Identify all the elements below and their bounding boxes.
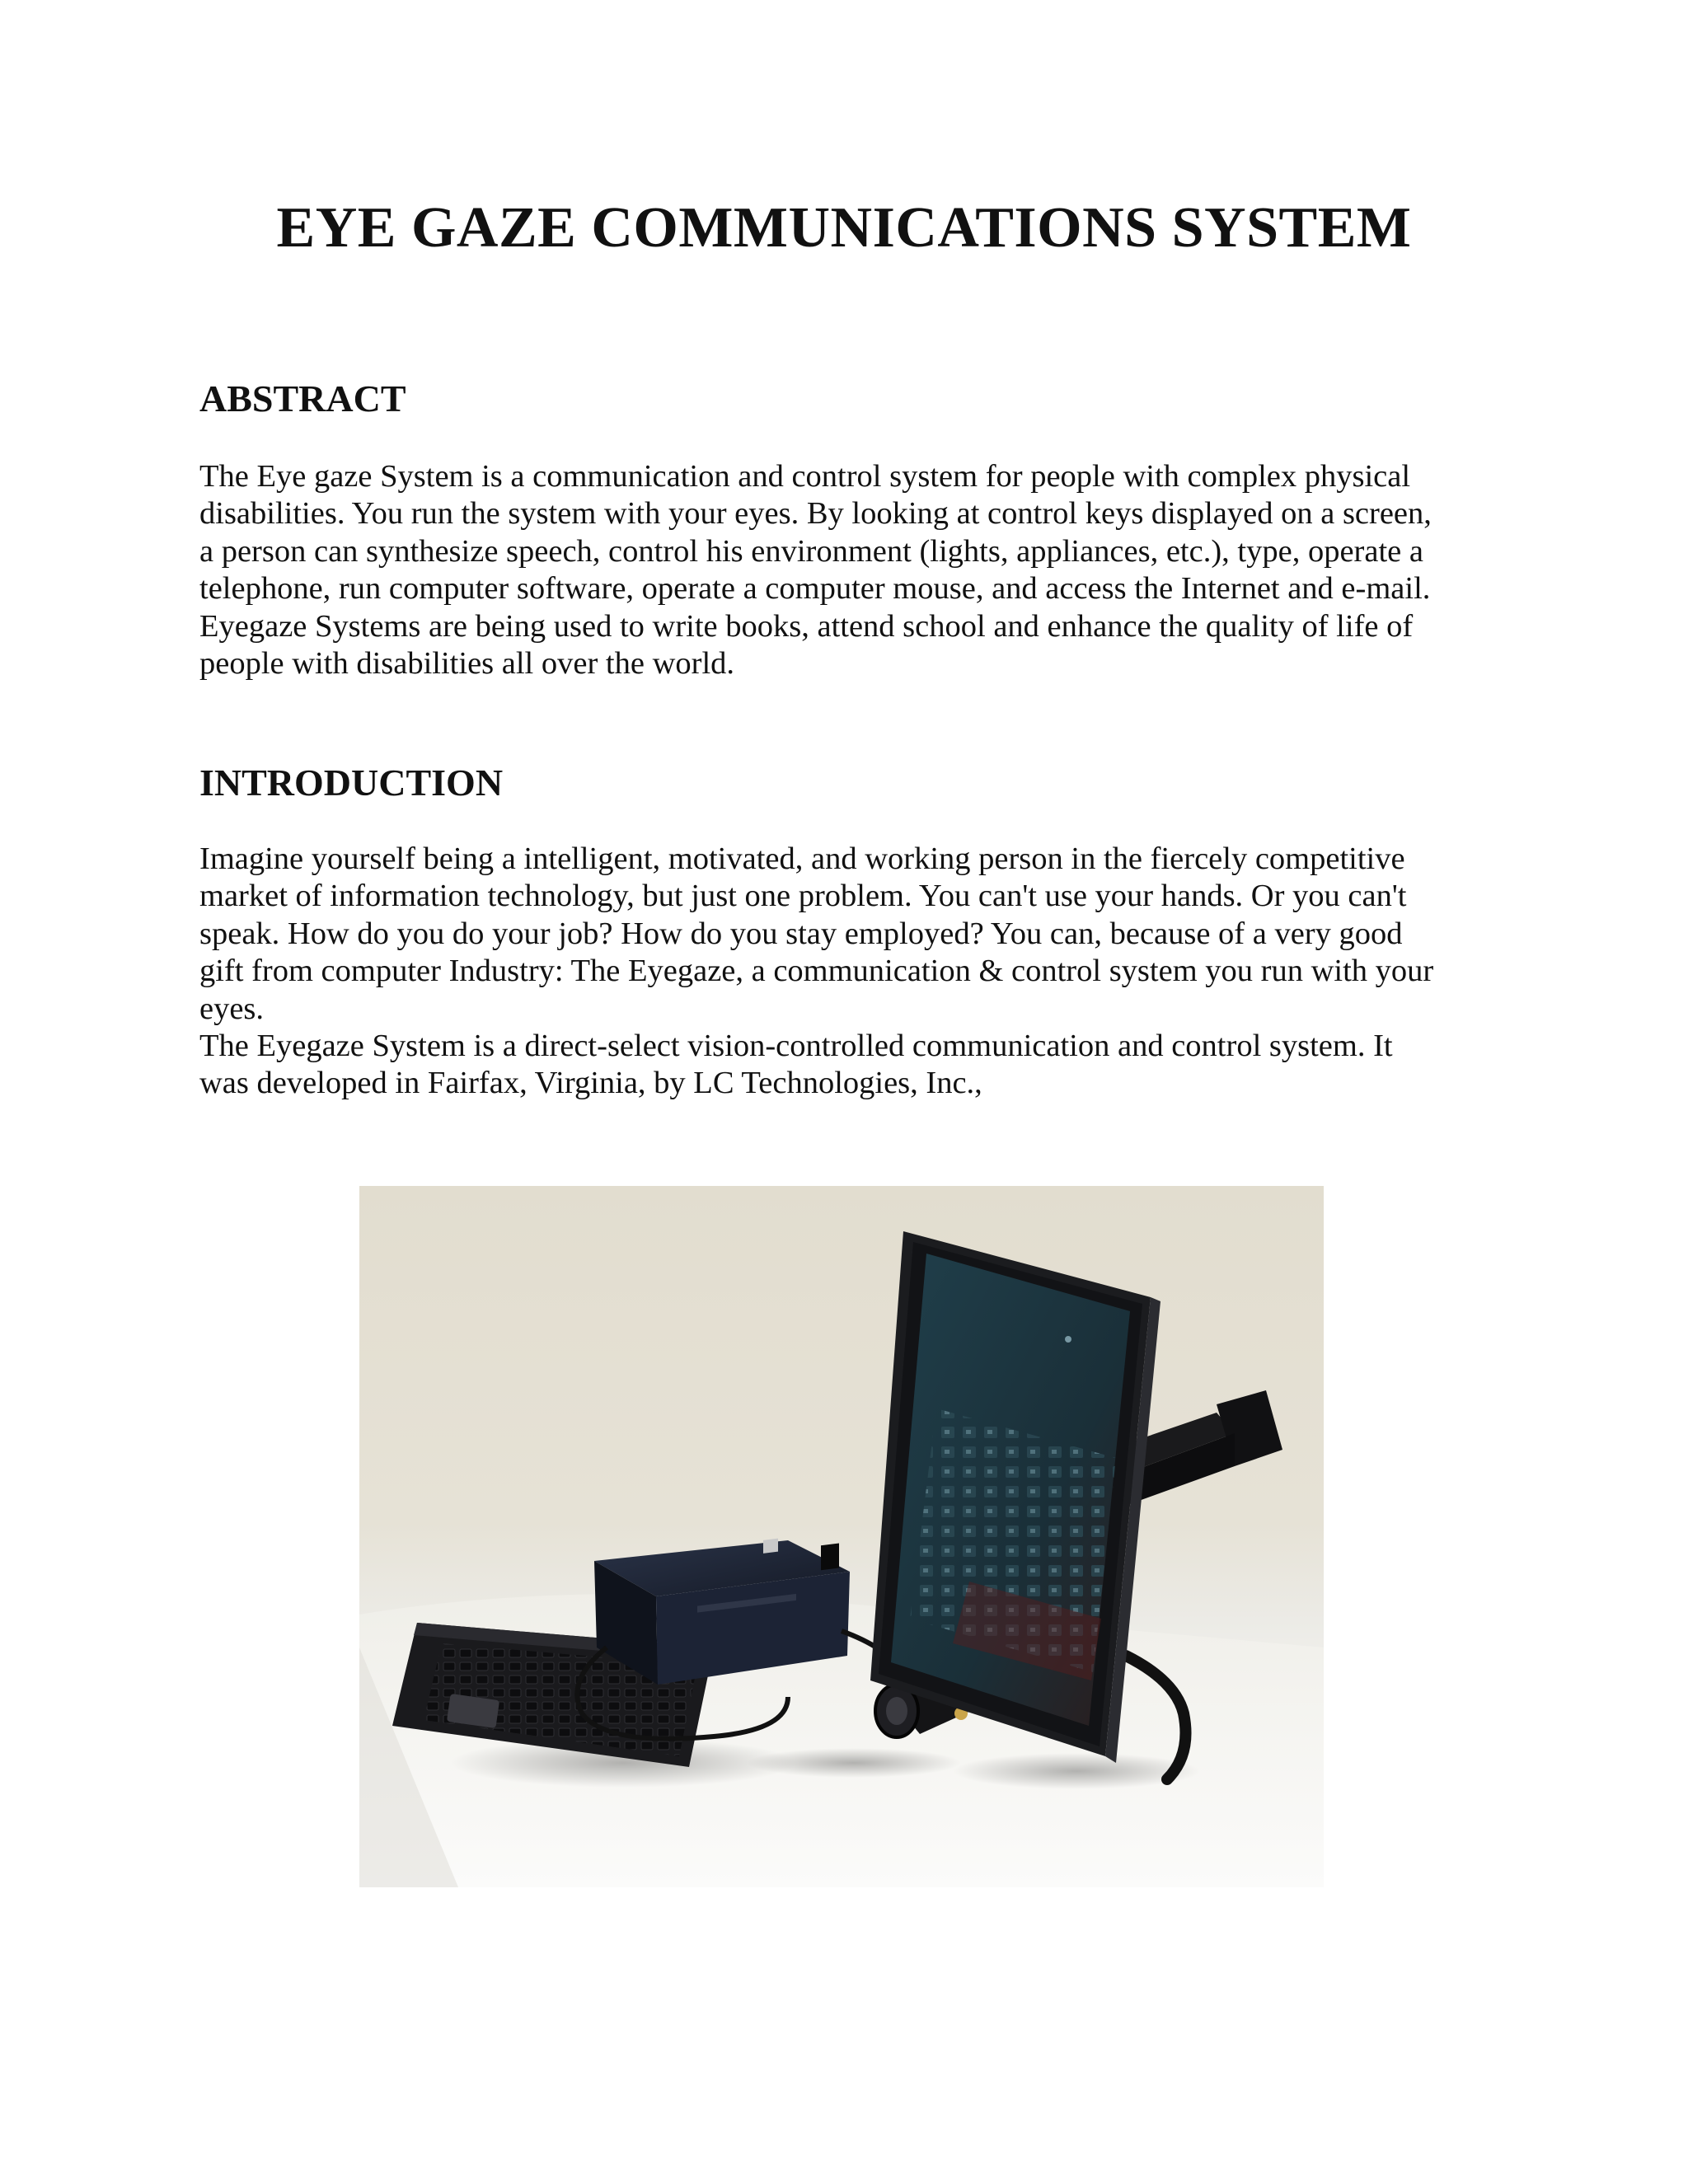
abstract-paragraph: The Eye gaze System is a communication and control system for people with complex physical disabilities. You run the system with your eyes. By looking at control keys displayed on a screen, a person can synthesize speech, control his environment (lights, appliances, etc.), type, operate a telephone, run computer software, operate a computer mouse, and access the Internet and e-mail. Eyegaze Systems are being used to write books, attend school and enhance the quality of life of people with disabilities all over the world. <box>199 459 1432 682</box>
document-title: EYE GAZE COMMUNICATIONS SYSTEM <box>276 196 1412 260</box>
abstract-heading: ABSTRACT <box>199 377 406 419</box>
eyegaze-system-photo <box>359 1186 1324 1887</box>
monitor-icon <box>870 1231 1160 1763</box>
introduction-heading: INTRODUCTION <box>199 762 504 804</box>
eyegaze-hardware-illustration <box>359 1186 1324 1887</box>
introduction-paragraph: Imagine yourself being a intelligent, motivated, and working person in the fiercely competitive market of information technology, but just one problem. You can't use your hands. Or you can't speak. How do you do your job? How do you stay employed? You can, because of a very good gift from computer Industry: The Eyegaze, a communication & control system you run with your eyes. The Eyegaze System is a direct-select vision-controlled communication and control system. It was developed in Fairfax, Virginia, by LC Technologies, Inc., <box>199 841 1434 1101</box>
